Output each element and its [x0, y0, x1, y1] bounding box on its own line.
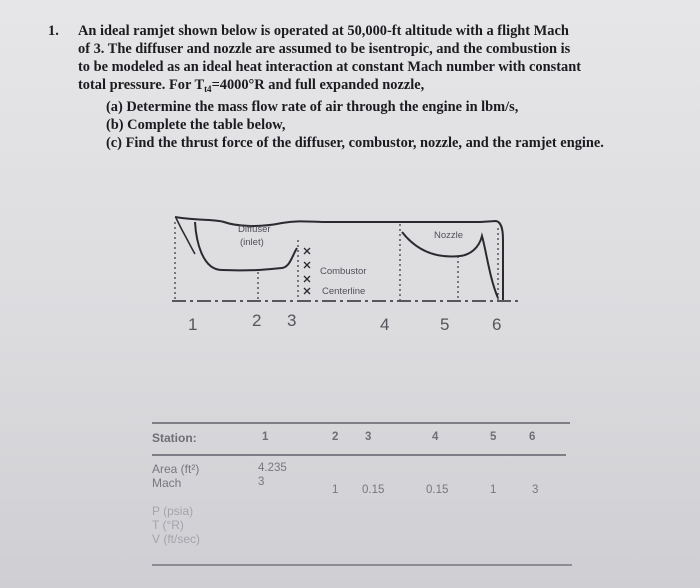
station-number-1: 1	[188, 315, 198, 334]
problem-line-2: of 3. The diffuser and nozzle are assumed to be isentropic, and the combustion is	[78, 41, 571, 57]
part-b: (b) Complete the table below,	[106, 117, 286, 133]
row-label-velocity: V (ft/sec)	[152, 532, 201, 546]
problem-line-1: An ideal ramjet shown below is operated at 50,000-ft altitude with a flight Mach	[78, 23, 569, 39]
nozzle-wall	[402, 232, 498, 298]
row-label-pressure: P (psia)	[152, 504, 194, 518]
inlet-label: (inlet)	[240, 237, 264, 248]
part-a: (a) Determine the mass flow rate of air through the engine in lbm/s,	[106, 99, 519, 115]
centerline-label: Centerline	[322, 286, 366, 297]
station-number-2: 2	[252, 311, 262, 330]
mach-station-4: 0.15	[426, 484, 449, 496]
station-header-2: 2	[332, 431, 339, 443]
row-label-mach: Mach	[152, 476, 182, 490]
table-top-rule	[152, 422, 570, 424]
problem-line-3: to be modeled as an ideal heat interaction at constant Mach number with constant	[78, 59, 581, 75]
station-number-3: 3	[287, 311, 297, 330]
problem-number: 1.	[48, 23, 59, 39]
mach-station-2: 1	[332, 484, 339, 496]
table-header-label: Station:	[152, 431, 197, 445]
station-number-5: 5	[440, 315, 450, 334]
diffuser-tip	[176, 218, 195, 254]
station-header-1: 1	[262, 431, 269, 443]
mach-station-3: 0.15	[362, 484, 385, 496]
station-header-4: 4	[432, 431, 439, 443]
station-header-3: 3	[365, 431, 372, 443]
mach-station-1: 3	[258, 476, 265, 488]
mach-station-6: 3	[532, 484, 539, 496]
station-header-6: 6	[529, 431, 536, 443]
problem-line-4: total pressure. For $T_{t4}=4000^\circ R$ and full expanded nozzle,	[78, 77, 425, 94]
table-header-rule	[152, 454, 566, 456]
flame-holder-marks	[304, 248, 310, 294]
combustor-label: Combustor	[320, 266, 367, 277]
nozzle-label: Nozzle	[434, 230, 464, 241]
part-c: (c) Find the thrust force of the diffuser, combustor, nozzle, and the ramjet engine.	[106, 135, 604, 151]
diffuser-label: Diffuser	[238, 224, 271, 235]
station-number-6: 6	[492, 315, 502, 334]
table-bottom-rule	[152, 564, 572, 566]
area-station-1: 4.235	[258, 462, 287, 474]
station-number-4: 4	[380, 315, 390, 334]
row-label-area: Area (ft²)	[152, 462, 200, 476]
row-label-temperature: T (°R)	[152, 518, 184, 532]
station-header-5: 5	[490, 431, 497, 443]
mach-station-5: 1	[490, 484, 497, 496]
properties-table	[152, 418, 572, 568]
